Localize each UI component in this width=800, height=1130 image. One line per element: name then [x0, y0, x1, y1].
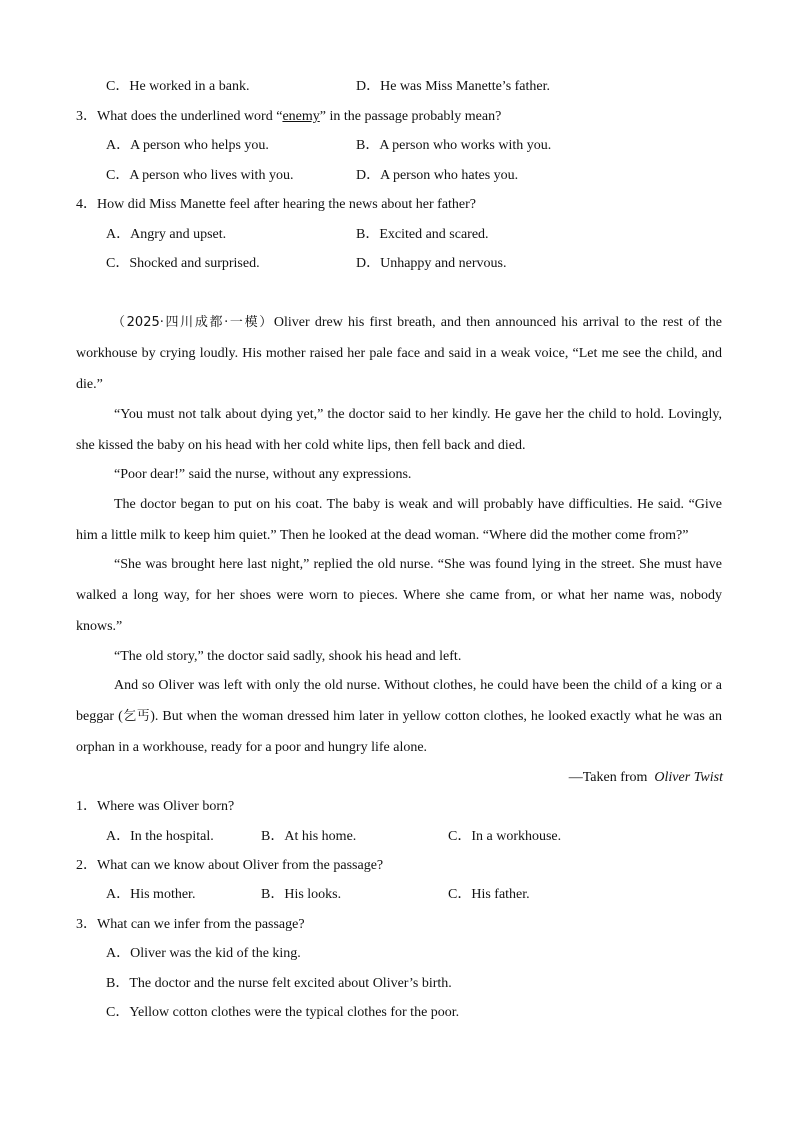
- question-stem: 3．What can we infer from the passage?: [76, 917, 305, 932]
- passage-line: “The old story,” the doctor said sadly, shook his head and left.: [114, 649, 462, 664]
- option-d: D．A person who hates you.: [356, 168, 519, 183]
- option-b: B．The doctor and the nurse felt excited about Oliver’s birth.: [106, 976, 452, 991]
- option-d: D．Unhappy and nervous.: [356, 256, 507, 271]
- option-c: C．He worked in a bank.: [106, 79, 250, 94]
- chinese-gloss: 乞丐: [122, 709, 151, 724]
- question-stem: 4．How did Miss Manette feel after hearing the news about her father?: [76, 197, 477, 212]
- option-a: A．In the hospital.: [106, 829, 214, 844]
- passage-text: ). But when the woman dressed him later in yellow cotton clothes, he looked exactly what he was an: [150, 709, 722, 724]
- passage-line: “She was brought here last night,” replied the old nurse. “She was found lying in the street. She must have: [114, 557, 722, 572]
- option-b: B．A person who works with you.: [356, 138, 552, 153]
- option-a: A．A person who helps you.: [106, 138, 269, 153]
- question-stem: 2．What can we know about Oliver from the passage?: [76, 858, 384, 873]
- passage-text: Oliver drew his first breath, and then announced his arrival to the rest of the: [273, 315, 722, 330]
- passage-line: “You must not talk about dying yet,” the doctor said to her kindly. He gave her the child to hold. Lovingly,: [114, 407, 722, 422]
- stem-text: ” in the passage probably mean?: [319, 109, 502, 124]
- passage-line: [112, 314, 722, 332]
- source-tag: （2025·四川成都·一模）: [112, 315, 274, 330]
- attribution-text: —Taken from: [568, 770, 648, 785]
- passage-line: she kissed the baby on his head with her cold white lips, then fell back and died.: [76, 438, 526, 453]
- option-c: C．In a workhouse.: [448, 829, 562, 844]
- option-a: A．Oliver was the kid of the king.: [106, 946, 301, 961]
- passage-line: [76, 708, 722, 726]
- passage-line: The doctor began to put on his coat. The baby is weak and will probably have difficulties. He said. “Give: [114, 497, 722, 512]
- passage-text: beggar (: [76, 709, 123, 724]
- passage-line: knows.”: [76, 619, 123, 634]
- option-c: C．Yellow cotton clothes were the typical clothes for the poor.: [106, 1005, 460, 1020]
- passage-line: “Poor dear!” said the nurse, without any expressions.: [114, 467, 412, 482]
- underlined-word: enemy: [282, 109, 320, 124]
- option-c: C．Shocked and surprised.: [106, 256, 260, 271]
- option-a: A．Angry and upset.: [106, 227, 227, 242]
- option-b: B．His looks.: [261, 887, 342, 902]
- passage-line: die.”: [76, 377, 103, 392]
- option-c: C．His father.: [448, 887, 530, 902]
- passage-line: walked a long way, for her shoes were worn to pieces. Where she came from, or what her name was, nobody: [76, 588, 722, 603]
- option-c: C．A person who lives with you.: [106, 168, 294, 183]
- passage-line: And so Oliver was left with only the old nurse. Without clothes, he could have been the child of a king or a: [114, 678, 722, 693]
- option-b: B．At his home.: [261, 829, 357, 844]
- option-b: B．Excited and scared.: [356, 227, 489, 242]
- attribution: [569, 769, 723, 787]
- option-d: D．He was Miss Manette’s father.: [356, 79, 551, 94]
- question-stem: 1．Where was Oliver born?: [76, 799, 235, 814]
- passage-line: him a little milk to keep him quiet.” Then he looked at the dead woman. “Where did the mother come from?”: [76, 528, 689, 543]
- passage-line: workhouse by crying loudly. His mother raised her pale face and said in a weak voice, “Let me see the child, and: [76, 346, 722, 361]
- passage-line: orphan in a workhouse, ready for a poor and hungry life alone.: [76, 740, 428, 755]
- book-title: Oliver Twist: [654, 770, 723, 785]
- stem-text: 3．What does the underlined word “: [76, 109, 283, 124]
- question-stem: [76, 108, 501, 126]
- option-a: A．His mother.: [106, 887, 196, 902]
